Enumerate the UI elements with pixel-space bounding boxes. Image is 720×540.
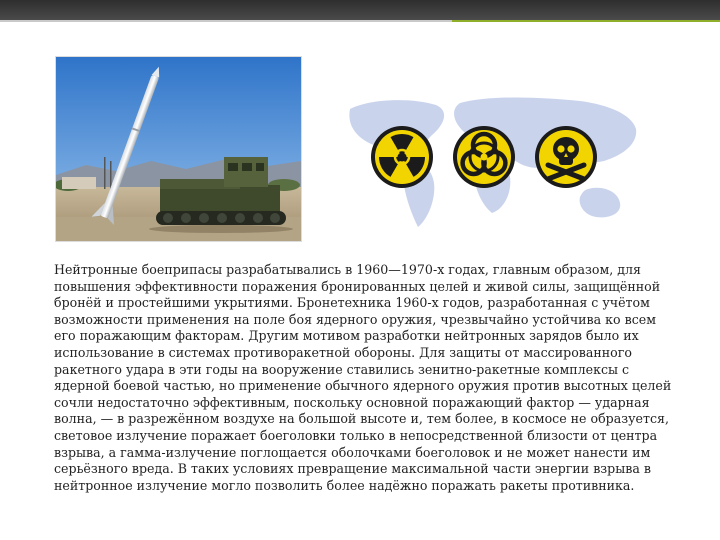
body-paragraph: Нейтронные боеприпасы разрабатывались в 1960—1970-х годах, главным образом, для повышения эффективности поражения бронированных целей и живой силы, защищённой бронёй и простейшими укрытиями. Бронетехника 1960-х годов, разработанная с учётом возможности применения на поле боя ядерного оружия, чрезвычайно устойчива ко всем его поражающим факторам. Другим мотивом разработки нейтронных зарядов было их использование в системах противоракетной обороны. Для защиты от массированного ракетного удара в эти годы на вооружение ставились зенитно-ракетные комплексы с ядерной боевой частью, но применение обычного ядерного оружия против высотных целей сочли недостаточно эффективным, поскольку основной поражающий фактор — ударная волна, — в разрежённом воздухе на большой высоте и, тем более, в космосе не образуется, световое излучение поражает боеголовки только в непосредственной близости от центра взрыва, а гамма-излучение поглощается оболочками боеголовок и не может нанести им серьёзного вреда. В таких условиях превращение максимальной части энергии взрыва в нейтронное излучение могло позволить более надёжно поражать ракеты противника. [54, 262, 672, 493]
header-accent-strip [452, 20, 720, 22]
hazard-symbols-world-map [340, 95, 640, 235]
biohazard-icon [453, 126, 515, 188]
hazard-symbols-graphic [340, 95, 640, 235]
chemical-hazard-skull-icon [535, 126, 597, 188]
radiation-hazard-icon [371, 126, 433, 188]
missile-launcher-photo [55, 56, 302, 242]
header-bar [0, 0, 720, 20]
missile-launcher-illustration [56, 57, 301, 241]
